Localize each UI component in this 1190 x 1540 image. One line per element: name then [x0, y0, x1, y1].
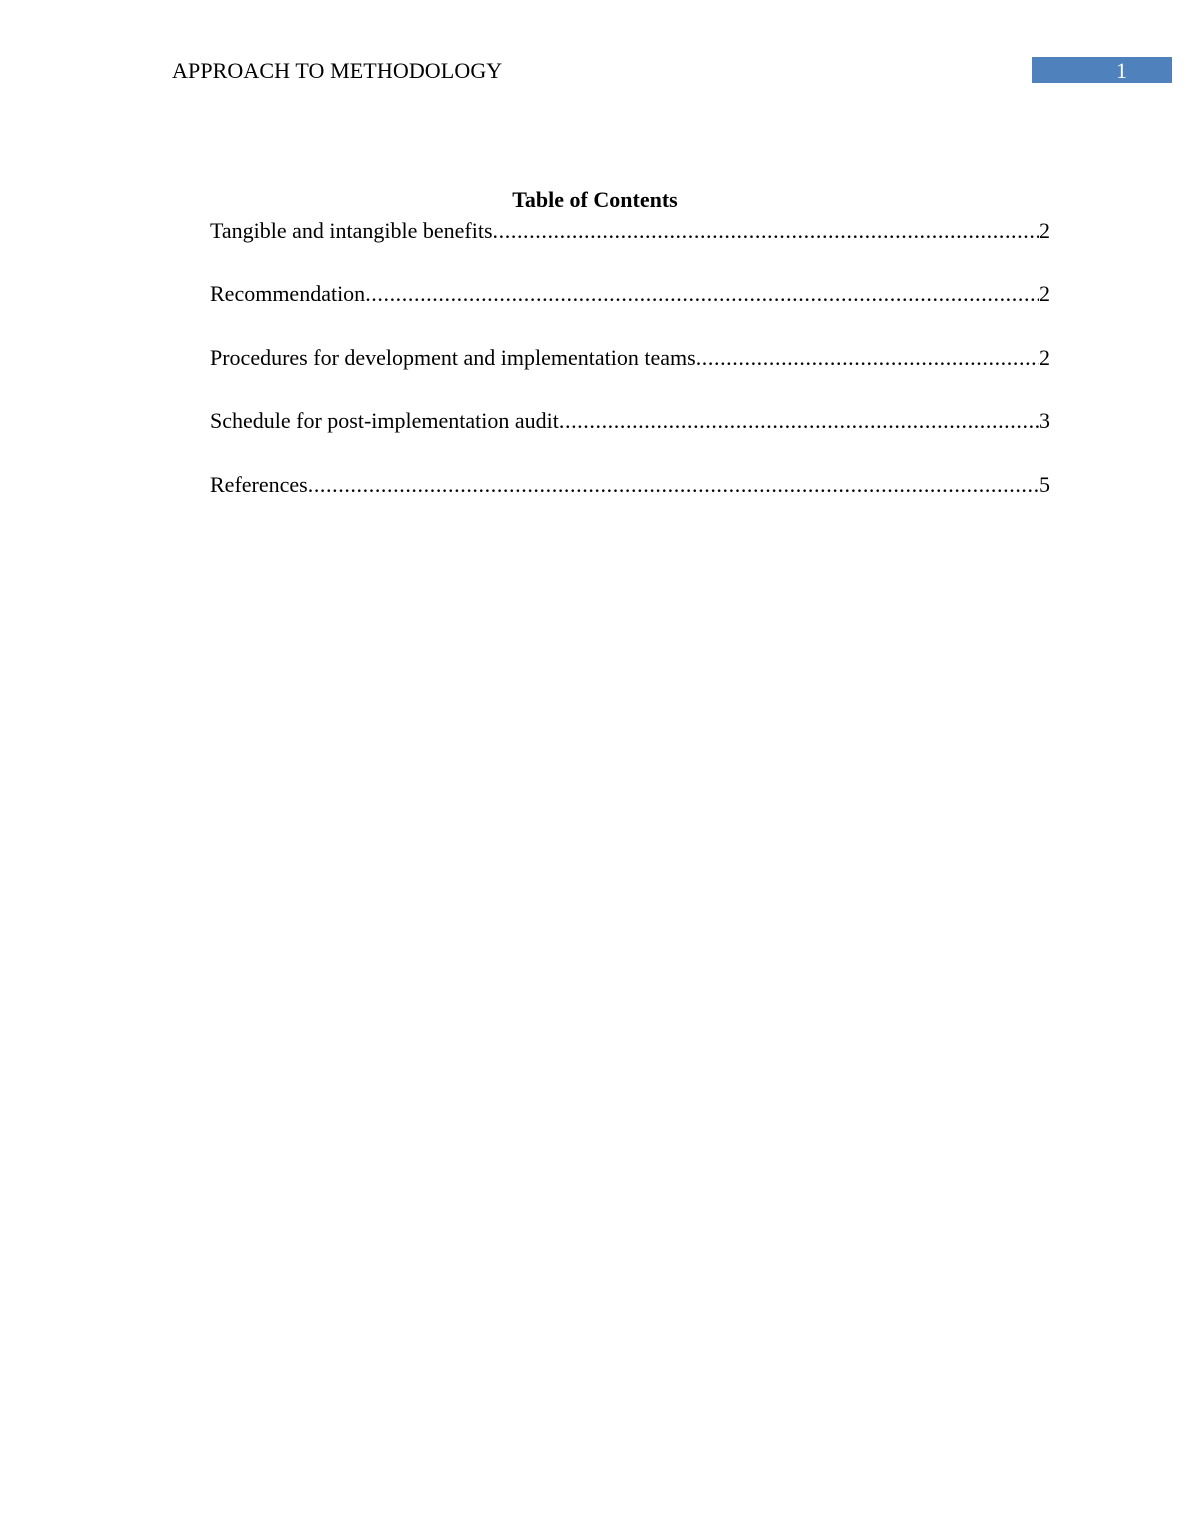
toc-entry-text: References: [210, 471, 308, 497]
toc-entry-page: 2: [1039, 344, 1050, 370]
toc-entry-recommendation[interactable]: [210, 280, 1050, 343]
toc-entry-tangible-benefits[interactable]: [210, 217, 1050, 280]
toc-list: [210, 217, 1050, 534]
toc-entry-page: 2: [1039, 218, 1050, 243]
toc-dot-leader: [559, 407, 1039, 435]
toc-dot-leader: [493, 217, 1039, 245]
toc-entry-schedule-audit[interactable]: [210, 407, 1050, 470]
toc-entry-text: Schedule for post-implementation audit: [210, 408, 559, 434]
toc-entry-references[interactable]: [210, 471, 1050, 534]
toc-dot-leader: [365, 280, 1039, 308]
toc-dot-leader: [696, 344, 1039, 372]
toc-entry-page: 5: [1039, 471, 1050, 497]
toc-entry-text: Procedures for development and implementation teams: [210, 344, 696, 370]
toc-entry-procedures[interactable]: [210, 344, 1050, 407]
toc-entry-text: Tangible and intangible benefits: [210, 218, 493, 243]
page-number: 1: [1116, 58, 1127, 83]
toc-dot-leader: [308, 471, 1039, 499]
toc-entry-text: Recommendation: [210, 281, 366, 307]
toc-entry-page: 2: [1039, 281, 1050, 307]
toc-entry-page: 3: [1039, 408, 1050, 434]
page-number-box: [1032, 57, 1172, 83]
running-head: APPROACH TO METHODOLOGY: [172, 58, 503, 83]
toc-title: Table of Contents: [512, 187, 678, 212]
